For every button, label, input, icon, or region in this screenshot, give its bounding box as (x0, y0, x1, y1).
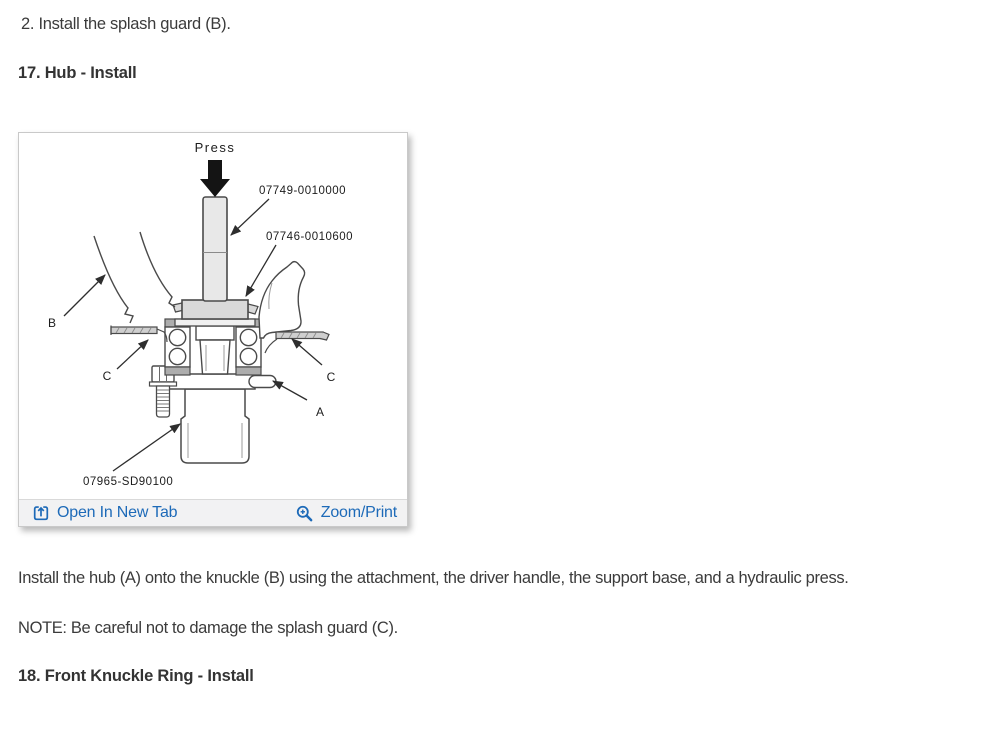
install-instruction-text: Install the hub (A) onto the knuckle (B) using the attachment, the driver handle, the support base, and a hydraulic press. (18, 569, 849, 587)
zoom-print-label: Zoom/Print (320, 504, 397, 521)
diagram-container (19, 133, 407, 499)
label-splash-guard-c-right: C (326, 370, 336, 384)
step-2-text: 2. Install the splash guard (B). (21, 15, 231, 33)
open-in-new-tab-button[interactable] (32, 504, 177, 522)
label-driver-handle: 07749-0010000 (259, 185, 347, 197)
knuckle-right-shape (259, 262, 329, 353)
label-attachment: 07746-0010600 (266, 231, 354, 243)
support-base-shape (181, 389, 249, 463)
section-17-heading: 17. Hub - Install (18, 64, 137, 82)
label-knuckle-b: B (47, 316, 57, 330)
driver-handle-shape (203, 197, 227, 301)
hub-flange-shape (168, 374, 276, 389)
figure-toolbar (19, 499, 407, 526)
section-18-heading: 18. Front Knuckle Ring - Install (18, 667, 254, 685)
zoom-in-icon (295, 504, 314, 523)
press-arrow-icon (200, 160, 230, 197)
attachment-shape (173, 300, 258, 326)
label-hub-a: A (315, 405, 325, 419)
note-text: NOTE: Be careful not to damage the splash guard (C). (18, 619, 398, 637)
label-splash-guard-c-left: C (102, 369, 112, 383)
zoom-print-button[interactable] (295, 504, 397, 523)
bearing-left-shape (165, 319, 190, 375)
knuckle-left-shape (94, 232, 175, 342)
press-label: Press (194, 140, 236, 155)
label-support-base: 07965-SD90100 (83, 476, 174, 488)
bearing-right-shape (236, 319, 261, 375)
open-in-new-tab-icon (32, 504, 50, 522)
open-in-new-tab-label: Open In New Tab (57, 504, 178, 521)
hub-press-diagram (19, 133, 407, 499)
hub-center-shape (196, 326, 234, 374)
figure-widget (18, 132, 408, 527)
